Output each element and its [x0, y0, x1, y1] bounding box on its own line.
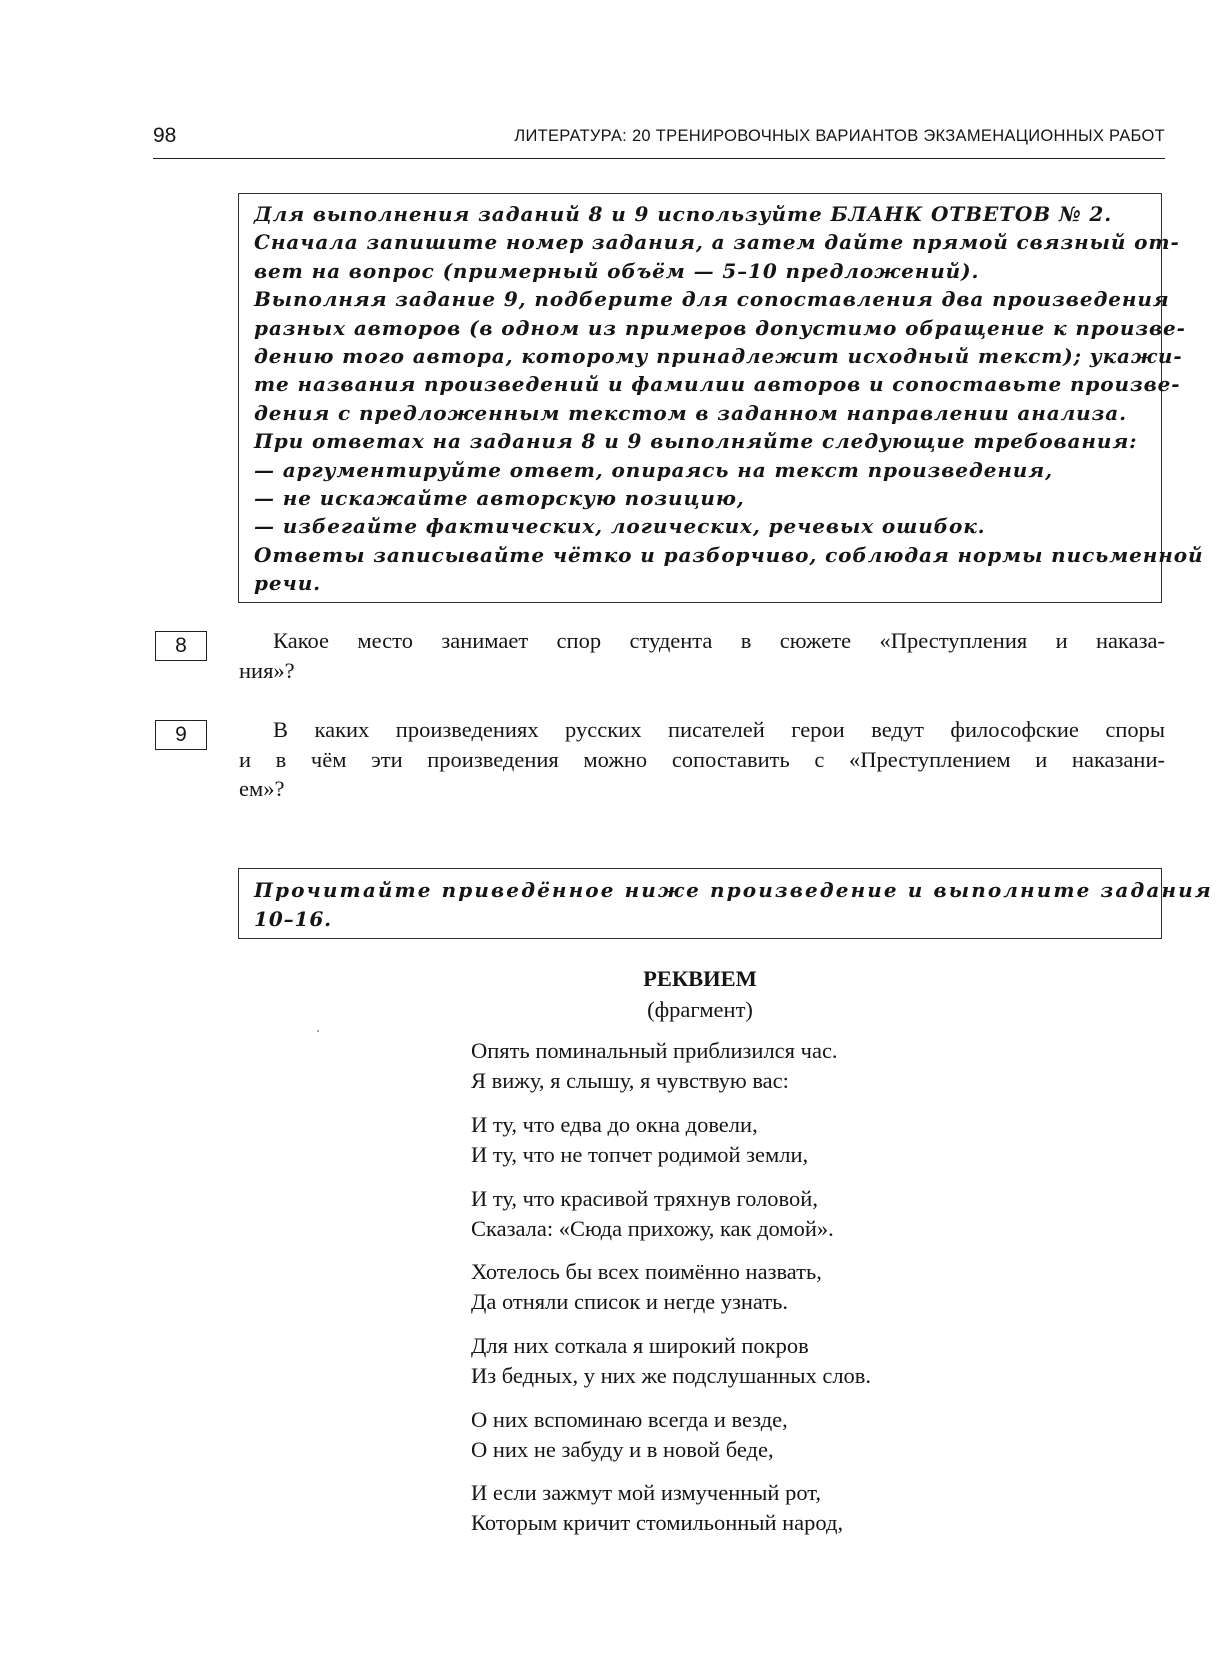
instruction-line: — не искажайте авторскую позицию, — [254, 486, 745, 511]
instruction-line: те названия произведений и фамилии авторов и сопоставьте произве- — [254, 372, 1181, 397]
instruction-line: Сначала запишите номер задания, а затем дайте прямой связный от- — [254, 230, 1180, 255]
task-number-box: 8 — [155, 631, 207, 661]
page-number: 98 — [153, 124, 177, 147]
poem-stanza — [471, 1331, 871, 1391]
read-instruction-box — [238, 868, 1213, 939]
poem-stanza — [471, 1405, 788, 1465]
poem-line: Сказала: «Сюда прихожу, как домой». — [471, 1216, 834, 1241]
instruction-line: — избегайте фактических, логических, речевых ошибок. — [254, 514, 986, 539]
read-instruction-line: 10–16. — [254, 906, 333, 931]
instruction-line: Выполняя задание 9, подберите для сопоставления два произведения — [254, 287, 1170, 312]
instruction-line: При ответах на задания 8 и 9 выполняйте следующие требования: — [254, 429, 1138, 454]
read-instruction-line: Прочитайте приведённое ниже произведение и выполните задания — [254, 878, 1213, 902]
poem-stanza — [471, 1478, 843, 1538]
instruction-line: — аргументируйте ответ, опираясь на текст произведения, — [254, 457, 1053, 482]
page-header — [153, 118, 1165, 159]
task-line: ем»? — [239, 776, 285, 801]
task-number-box: 9 — [155, 720, 207, 750]
poem-line: О них не забуду и в новой беде, — [471, 1437, 774, 1462]
task-question — [239, 626, 1165, 685]
instruction-line: разных авторов (в одном из примеров допустимо обращение к произве- — [254, 315, 1186, 340]
poem-line: Я вижу, я слышу, я чувствую вас: — [471, 1068, 789, 1093]
poem-line: Которым кричит стомильонный народ, — [471, 1510, 844, 1535]
instruction-line: вет на вопрос (примерный объём — 5–10 предложений). — [254, 258, 980, 283]
scan-speck — [317, 1030, 319, 1032]
task-line: и в чём эти произведения можно сопоставить с «Преступлением и наказани- — [239, 746, 1165, 772]
instruction-line: Для выполнения заданий 8 и 9 используйте БЛАНК ОТВЕТОВ № 2. — [254, 202, 1113, 226]
poem-line: Хотелось бы всех поимённо назвать, — [471, 1259, 822, 1284]
poem-title: РЕКВИЕМ — [643, 966, 757, 991]
poem-line: О них вспоминаю всегда и везде, — [471, 1407, 788, 1432]
instruction-line: речи. — [254, 571, 322, 596]
task-line: ния»? — [239, 657, 295, 683]
poem-line: Из бедных, у них же подслушанных слов. — [471, 1363, 872, 1388]
task-9 — [155, 715, 1165, 811]
instruction-line: дению того автора, которому принадлежит исходный текст); укажи- — [254, 344, 1183, 369]
task-line: В каких произведениях русских писателей герои ведут философские споры — [273, 717, 1165, 742]
poem-stanza — [471, 1036, 838, 1096]
poem-line: Для них соткала я широкий покров — [471, 1333, 809, 1358]
running-title: ЛИТЕРАТУРА: 20 ТРЕНИРОВОЧНЫХ ВАРИАНТОВ ЭКЗАМЕНАЦИОННЫХ РАБОТ — [514, 127, 1165, 145]
poem-subtitle: (фрагмент) — [647, 997, 753, 1022]
poem-line: И ту, что красивой тряхнув головой, — [471, 1186, 818, 1211]
poem-stanza — [471, 1257, 822, 1317]
instruction-line: Ответы записывайте чётко и разборчиво, соблюдая нормы письменной — [254, 542, 1204, 567]
poem-line: И ту, что не топчет родимой земли, — [471, 1142, 809, 1167]
poem-line: И если зажмут мой измученный рот, — [471, 1480, 822, 1505]
poem-line: И ту, что едва до окна довели, — [471, 1112, 758, 1137]
poem-line: Да отняли список и негде узнать. — [471, 1289, 789, 1314]
task-8 — [155, 626, 1165, 696]
poem-stanza — [471, 1184, 834, 1244]
poem-line: Опять поминальный приблизился час. — [471, 1038, 838, 1063]
task-question — [239, 715, 1165, 804]
poem-stanza — [471, 1110, 808, 1170]
instructions-box — [238, 193, 1204, 603]
task-line: Какое место занимает спор студента в сюжете «Преступления и наказа- — [273, 628, 1165, 653]
instruction-line: дения с предложенным текстом в заданном направлении анализа. — [254, 400, 1127, 425]
